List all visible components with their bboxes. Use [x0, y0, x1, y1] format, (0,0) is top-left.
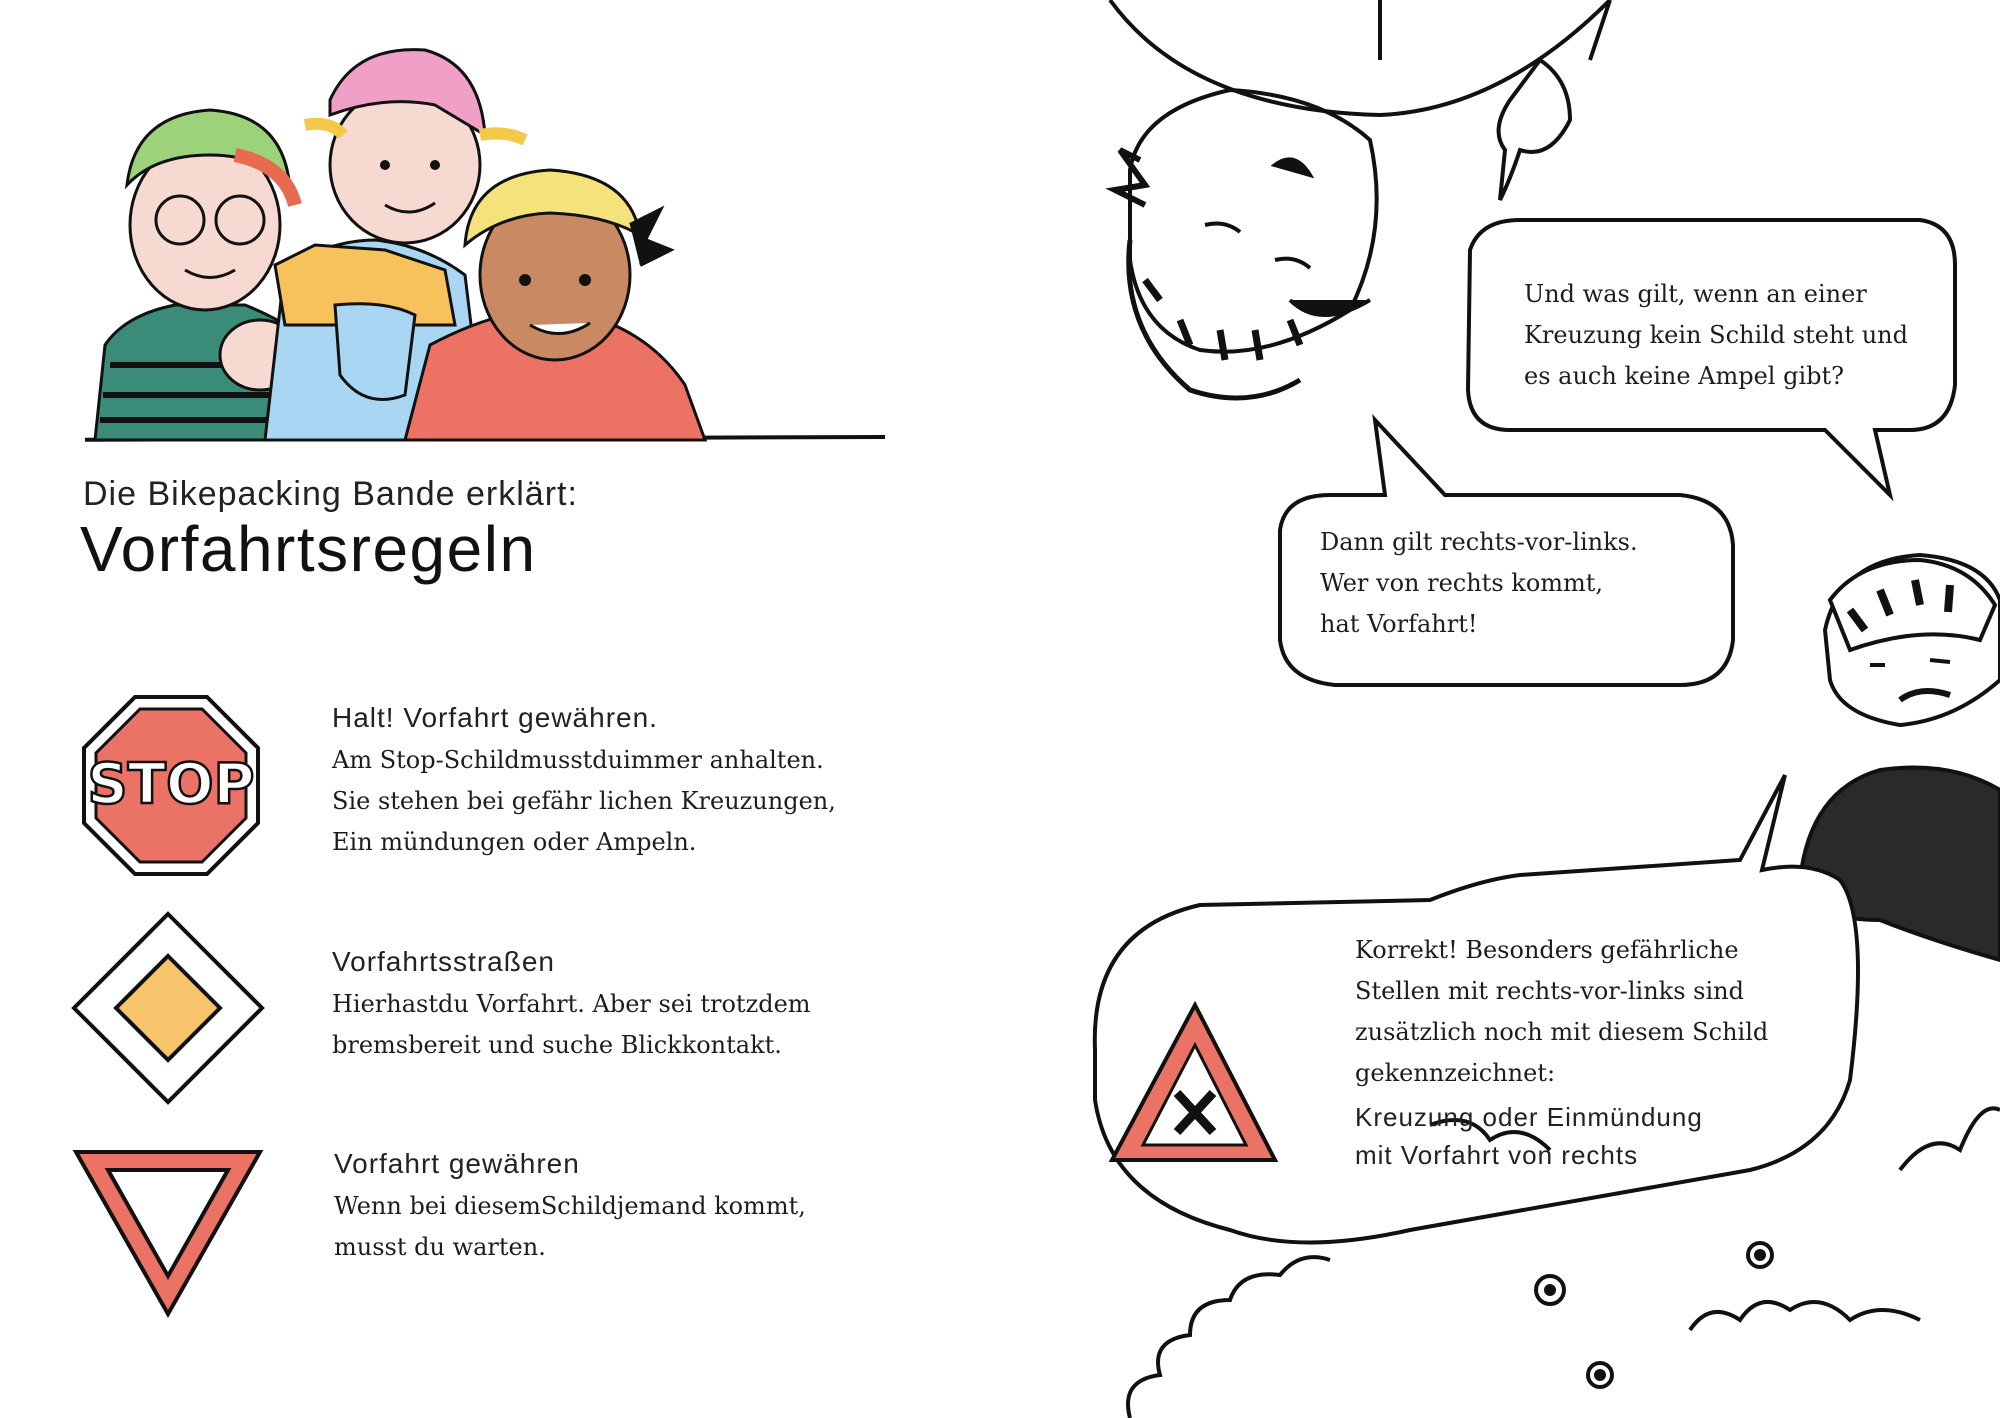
stop-sign-icon — [80, 693, 262, 878]
rule-heading: Halt! Vorfahrt gewähren. — [332, 702, 658, 733]
rule-priority-road — [332, 946, 811, 1066]
rule-text: Am Stop-Schildmusstduimmer anhalten. Sie stehen bei gefähr lichen Kreuzungen, Ein mündungen oder Ampeln. — [332, 746, 836, 856]
priority-road-sign-icon — [70, 910, 266, 1106]
kids-helmet-illustration — [85, 25, 885, 445]
rule-text: Hierhastdu Vorfahrt. Aber sei trotzdem bremsbereit und suche Blickkontakt. — [332, 990, 811, 1059]
stop-sign-label: STOP — [87, 752, 255, 817]
page-subtitle: Die Bikepacking Bande erklärt: — [83, 475, 578, 513]
rule-heading: Vorfahrtsstraßen — [332, 946, 555, 977]
rule-text: Wenn bei diesemSchildjemand kommt, musst du warten. — [334, 1192, 806, 1261]
comic-illustration — [1050, 0, 2000, 1418]
explanation-text: Korrekt! Besonders gefährliche Stellen mit rechts-vor-links sind zusätzlich noch mit diesem Schild gekennzeichnet: Kreuzung oder Einmündung mit Vorfahrt von rechts — [1355, 930, 1768, 1174]
question-text: Und was gilt, wenn an einer Kreuzung kein Schild steht und es auch keine Ampel gibt? — [1524, 280, 1908, 390]
page-title: Vorfahrtsregeln — [80, 513, 537, 585]
rule-yield — [334, 1148, 806, 1268]
answer-text: Dann gilt rechts-vor-links. Wer von rechts kommt, hat Vorfahrt! — [1320, 528, 1638, 638]
rule-heading: Vorfahrt gewähren — [334, 1148, 580, 1179]
rule-stop — [332, 702, 836, 863]
yield-sign-icon — [72, 1148, 264, 1318]
sign-caption: Kreuzung oder Einmündung mit Vorfahrt von rechts — [1355, 1102, 1703, 1170]
